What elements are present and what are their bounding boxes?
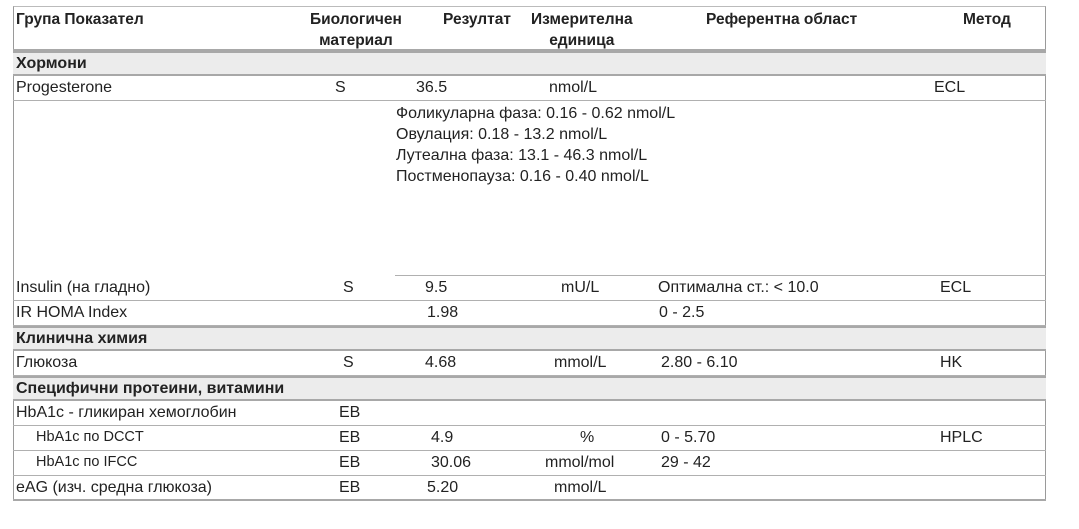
table-row	[13, 476, 1046, 501]
table-row	[13, 451, 1046, 476]
row-name: HbA1c - гликиран хемоглобин	[16, 404, 237, 421]
ref-line: Постменопауза: 0.16 - 0.40 nmol/L	[396, 168, 649, 185]
row-result: 30.06	[431, 454, 472, 471]
ref-line: Лутеална фаза: 13.1 - 46.3 nmol/L	[396, 147, 648, 164]
group-specific-proteins	[13, 376, 1046, 401]
row-unit: mmol/mol	[545, 454, 615, 471]
table-row	[13, 351, 1046, 376]
header-unit	[531, 9, 633, 51]
row-result: 9.5	[425, 279, 448, 296]
row-material: S	[343, 354, 354, 371]
header-reference: Референтна област	[706, 11, 858, 28]
row-material: S	[335, 79, 346, 96]
row-result: 1.98	[427, 304, 459, 321]
row-result: 4.9	[431, 429, 454, 446]
row-result: 36.5	[416, 79, 448, 96]
row-material: EB	[339, 479, 361, 496]
group-label: Клинична химия	[16, 330, 148, 347]
ref-line: Овулация: 0.18 - 13.2 nmol/L	[396, 126, 608, 143]
group-label: Хормони	[16, 55, 87, 72]
header-material	[310, 9, 402, 51]
row-name: IR HOMA Index	[16, 304, 128, 321]
row-name: HbA1c по IFCC	[36, 454, 138, 470]
header-material-l2: материал	[319, 32, 393, 49]
header-unit-l1: Измерителна	[531, 11, 633, 28]
header-result: Резултат	[443, 11, 511, 28]
header-method: Метод	[963, 11, 1011, 28]
row-reference: 2.80 - 6.10	[661, 354, 738, 371]
table-row	[13, 76, 1046, 101]
row-material: S	[343, 279, 354, 296]
header-material-l1: Биологичен	[310, 11, 402, 28]
table-header	[13, 6, 1046, 51]
group-clinical-chemistry	[13, 326, 1046, 351]
row-name: Progesterone	[16, 79, 113, 96]
table-row	[13, 276, 1046, 301]
row-reference: Оптимална ст.: < 10.0	[658, 279, 819, 296]
row-unit: mU/L	[561, 279, 600, 296]
row-reference: 0 - 5.70	[661, 429, 716, 446]
row-unit: mmol/L	[554, 479, 607, 496]
row-material: EB	[339, 404, 361, 421]
row-unit: %	[580, 429, 595, 446]
row-material: EB	[339, 429, 361, 446]
group-hormones	[13, 51, 1046, 76]
row-unit: nmol/L	[549, 79, 598, 96]
group-label: Специфични протеини, витамини	[16, 380, 285, 397]
table-row	[13, 301, 1046, 326]
row-result: 5.20	[427, 479, 459, 496]
row-name: HbA1c по DCCT	[36, 429, 144, 445]
row-result: 4.68	[425, 354, 457, 371]
row-reference: 0 - 2.5	[659, 304, 705, 321]
row-method: ECL	[940, 279, 972, 296]
ref-line: Фоликуларна фаза: 0.16 - 0.62 nmol/L	[396, 105, 676, 122]
header-group: Група Показател	[16, 11, 144, 28]
row-name: eAG (изч. средна глюкоза)	[16, 479, 212, 496]
row-name: Insulin (на гладно)	[16, 279, 151, 296]
row-method: HK	[940, 354, 963, 371]
progesterone-reference	[396, 103, 675, 187]
table-row	[13, 426, 1046, 451]
row-reference: 29 - 42	[661, 454, 711, 471]
table-row	[13, 401, 1046, 426]
row-material: EB	[339, 454, 361, 471]
row-name: Глюкоза	[16, 354, 78, 371]
row-method: HPLC	[940, 429, 983, 446]
row-method: ECL	[934, 79, 966, 96]
header-unit-l2: единица	[549, 32, 615, 49]
row-unit: mmol/L	[554, 354, 607, 371]
